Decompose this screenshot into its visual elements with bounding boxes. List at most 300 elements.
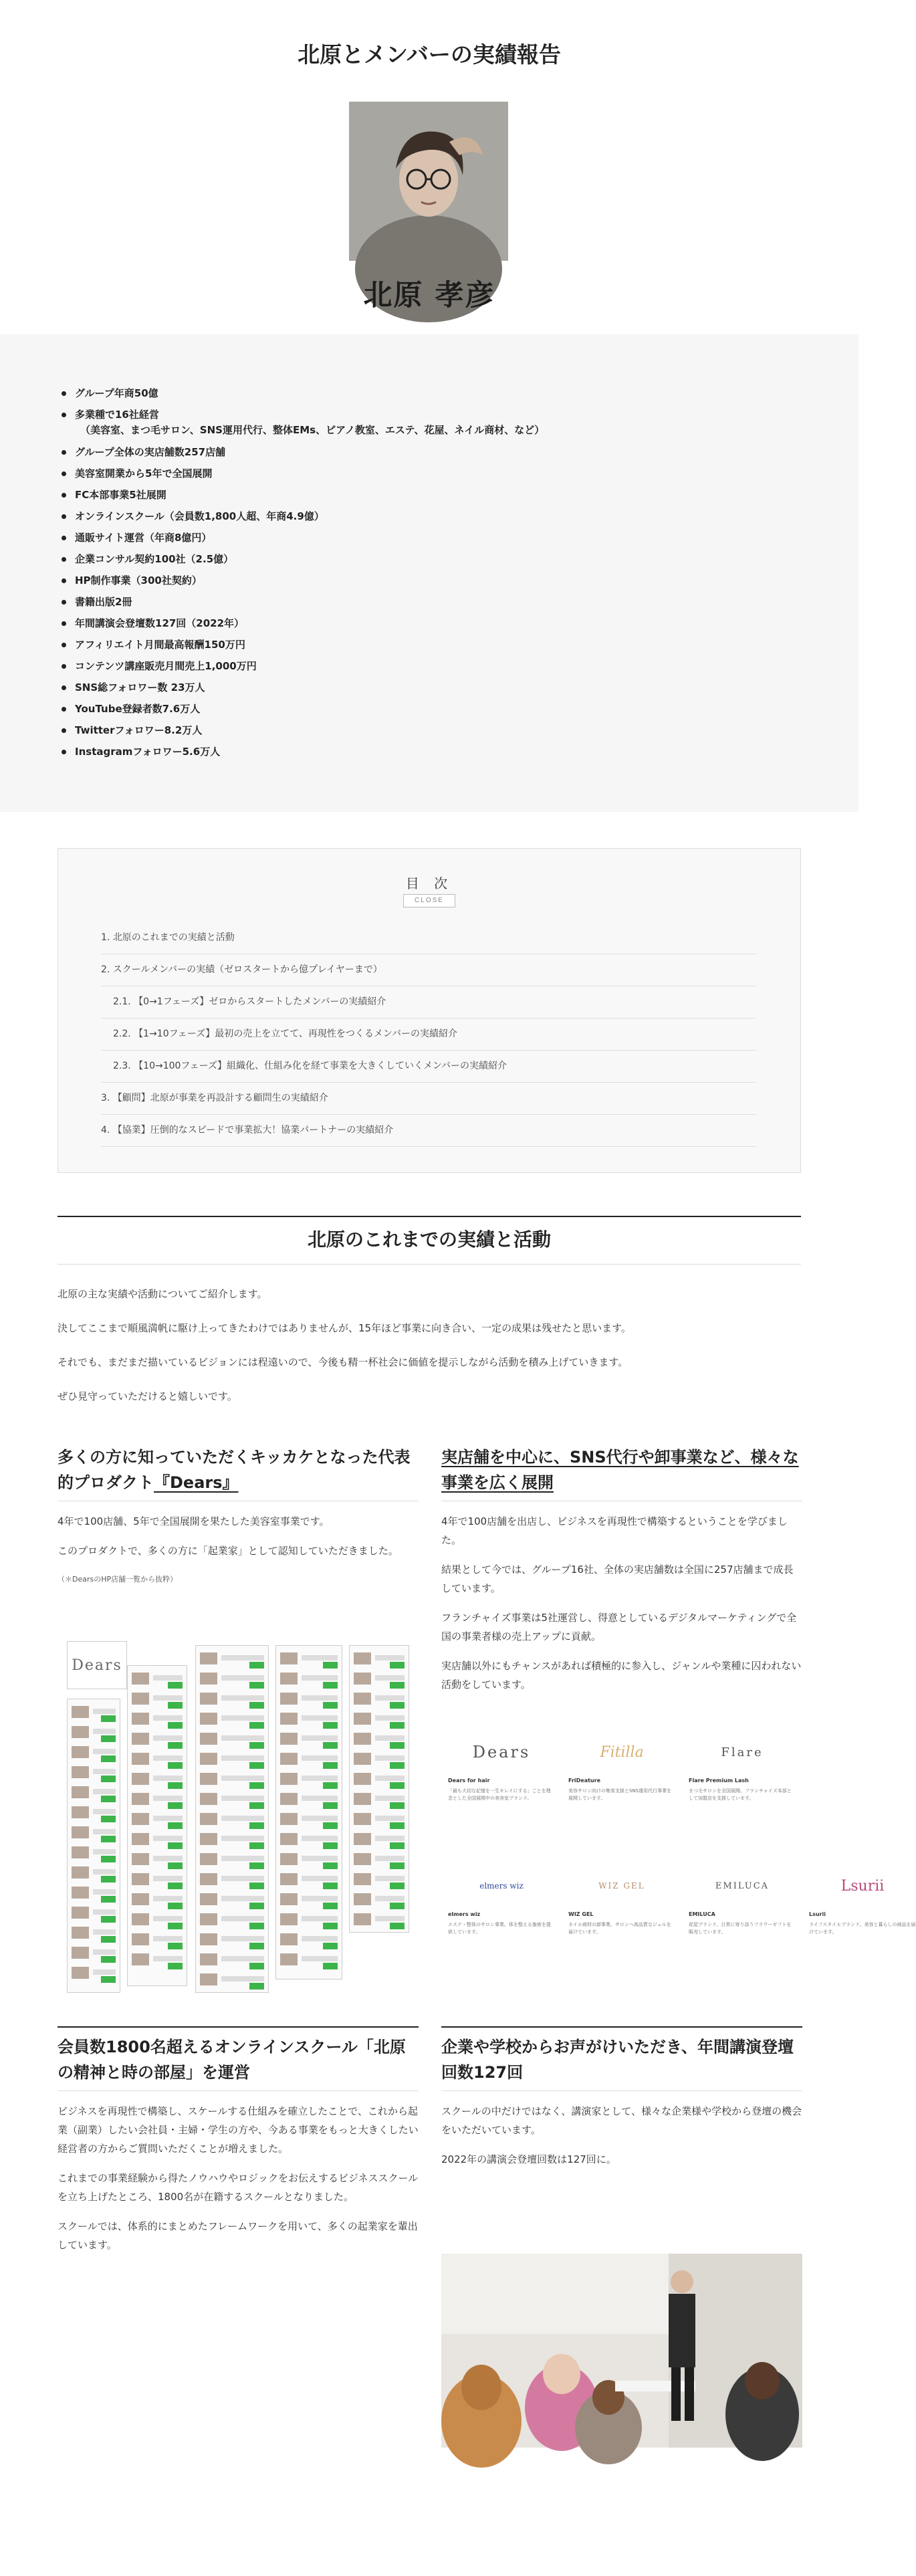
- store-thumbnail: [280, 1853, 298, 1865]
- achievement-item: [60, 527, 544, 548]
- store-thumbnail: [354, 1913, 371, 1925]
- store-button: [323, 1943, 338, 1949]
- store-button: [168, 1862, 183, 1869]
- store-button: [323, 1822, 338, 1829]
- toc-link[interactable]: 1. 北原のこれまでの実績と活動: [101, 922, 756, 954]
- achievement-item: [60, 404, 544, 437]
- brand-grid: [441, 1727, 916, 1994]
- achievement-item: [60, 720, 544, 741]
- brand-card: [568, 1867, 675, 1936]
- store-button: [323, 1883, 338, 1889]
- dears-block: [58, 1444, 419, 1584]
- stores-heading: [441, 1444, 802, 1501]
- brand-card: [689, 1867, 796, 1936]
- intro-paragraph: 北原の主な実績や活動についてご紹介します。: [58, 1288, 267, 1300]
- brand-description: 「最も大切な記憶を一生キレイにする」ことを理念とした全国展開中の美容室ブランド。: [448, 1788, 551, 1801]
- person-name: 北原 孝彦: [363, 279, 495, 312]
- dears-heading-highlight: 『Dears』: [154, 1473, 239, 1492]
- store-button: [249, 1963, 264, 1969]
- brand-name: Flare Premium Lash: [689, 1778, 749, 1784]
- achievement-text: 多業種で16社経営: [75, 409, 159, 421]
- store-thumbnail: [280, 1773, 298, 1785]
- store-row: [302, 1916, 338, 1921]
- store-button: [390, 1682, 405, 1689]
- profile-photo: [349, 102, 508, 261]
- store-button: [323, 1742, 338, 1749]
- dears-logo: Dears: [67, 1641, 127, 1689]
- store-button: [390, 1842, 405, 1849]
- achievement-item: [60, 677, 544, 698]
- store-button: [101, 1936, 116, 1943]
- store-list-screenshot: [275, 1645, 342, 1979]
- store-row: [302, 1836, 338, 1841]
- store-thumbnail: [72, 1967, 89, 1979]
- store-thumbnail: [354, 1652, 371, 1665]
- store-row: [93, 1769, 116, 1774]
- achievement-text: YouTube登録者数7.6万人: [75, 703, 201, 715]
- brand-description: ネイル商材の卸事業。サロンへ高品質なジェルを届けています。: [568, 1922, 671, 1935]
- achievement-item: [60, 441, 544, 463]
- store-button: [101, 1956, 116, 1963]
- store-thumbnail: [280, 1652, 298, 1665]
- toc-heading: 目 次: [405, 875, 453, 891]
- store-thumbnail: [132, 1873, 149, 1885]
- store-thumbnail: [72, 1826, 89, 1838]
- store-button: [249, 1943, 264, 1949]
- store-thumbnail: [132, 1813, 149, 1825]
- store-thumbnail: [200, 1733, 217, 1745]
- store-thumbnail: [280, 1793, 298, 1805]
- store-row: [153, 1896, 183, 1901]
- store-thumbnail: [200, 1773, 217, 1785]
- store-row: [375, 1675, 405, 1681]
- store-thumbnail: [132, 1793, 149, 1805]
- store-thumbnail: [354, 1773, 371, 1785]
- store-thumbnail: [200, 1953, 217, 1965]
- store-thumbnail: [72, 1866, 89, 1879]
- store-thumbnail: [354, 1753, 371, 1765]
- brand-logo: Flare: [721, 1745, 764, 1759]
- achievement-item: [60, 570, 544, 591]
- store-button: [168, 1943, 183, 1949]
- store-thumbnail: [280, 1753, 298, 1765]
- store-button: [390, 1822, 405, 1829]
- store-row: [302, 1936, 338, 1941]
- store-row: [153, 1776, 183, 1781]
- store-row: [302, 1715, 338, 1721]
- store-row: [153, 1916, 183, 1921]
- store-button: [323, 1682, 338, 1689]
- lecture-paragraph: スクールの中だけではなく、講演家として、様々な企業様や学校から登壇の機会をいただいています。: [441, 2105, 802, 2136]
- store-button: [168, 1822, 183, 1829]
- brand-name: Dears for hair: [448, 1778, 490, 1784]
- store-thumbnail: [72, 1766, 89, 1778]
- store-button: [101, 1976, 116, 1983]
- store-thumbnail: [200, 1853, 217, 1865]
- store-button: [249, 1822, 264, 1829]
- store-button: [249, 1923, 264, 1929]
- store-row: [221, 1695, 264, 1701]
- store-button: [249, 1883, 264, 1889]
- store-button: [101, 1856, 116, 1862]
- store-row: [375, 1816, 405, 1821]
- achievement-item: [60, 463, 544, 484]
- brand-name: WIZ GEL: [568, 1911, 594, 1917]
- brand-description: 美容サロン向けの集客支援とSNS運用代行事業を展開しています。: [568, 1788, 672, 1801]
- store-thumbnail: [200, 1833, 217, 1845]
- store-thumbnail: [132, 1693, 149, 1705]
- brand-description: エステ・整体のサロン事業。体を整える施術を提供しています。: [448, 1922, 551, 1935]
- toc-link[interactable]: 2. スクールメンバーの実績（ゼロスタートから億プレイヤーまで）: [101, 954, 756, 986]
- store-button: [390, 1903, 405, 1909]
- achievement-item: [60, 698, 544, 720]
- store-button: [323, 1722, 338, 1729]
- store-thumbnail: [354, 1833, 371, 1845]
- store-thumbnail: [132, 1673, 149, 1685]
- brand-name: Lsurii: [809, 1911, 826, 1917]
- store-thumbnail: [72, 1927, 89, 1939]
- achievement-text: アフィリエイト月間最高報酬150万円: [75, 639, 245, 651]
- store-row: [221, 1976, 264, 1981]
- store-button: [101, 1755, 116, 1762]
- store-row: [93, 1889, 116, 1895]
- store-thumbnail: [354, 1813, 371, 1825]
- store-row: [375, 1755, 405, 1761]
- achievement-item: [60, 613, 544, 634]
- store-button: [390, 1702, 405, 1709]
- store-button: [101, 1776, 116, 1782]
- store-thumbnail: [280, 1893, 298, 1905]
- store-button: [168, 1782, 183, 1789]
- store-row: [221, 1715, 264, 1721]
- store-thumbnail: [280, 1913, 298, 1925]
- store-row: [93, 1789, 116, 1794]
- store-thumbnail: [200, 1873, 217, 1885]
- store-row: [375, 1856, 405, 1861]
- achievement-text: コンテンツ講座販売月間売上1,000万円: [75, 660, 257, 672]
- store-thumbnail: [132, 1953, 149, 1965]
- store-thumbnail: [132, 1913, 149, 1925]
- store-button: [390, 1923, 405, 1929]
- store-button: [323, 1782, 338, 1789]
- store-list-screenshot: [67, 1699, 120, 1993]
- store-button: [168, 1903, 183, 1909]
- achievements-list: [60, 383, 544, 762]
- achievement-text: SNS総フォロワー数 23万人: [75, 681, 205, 693]
- store-button: [101, 1916, 116, 1923]
- store-button: [323, 1662, 338, 1669]
- school-paragraph: ビジネスを再現性で構築し、スケールする仕組みを確立したことで、これから起業（副業）したい会社員・主婦・学生の方や、今ある事業をもっと大きくしたい経営者の方からご質問いただくことが増えました。: [58, 2105, 419, 2155]
- section-underline: [58, 1264, 801, 1265]
- store-button: [168, 1802, 183, 1809]
- store-thumbnail: [280, 1733, 298, 1745]
- store-button: [390, 1883, 405, 1889]
- store-thumbnail: [200, 1793, 217, 1805]
- section-title: 北原のこれまでの実績と活動: [307, 1228, 551, 1251]
- store-row: [153, 1836, 183, 1841]
- store-thumbnail: [280, 1713, 298, 1725]
- store-thumbnail: [132, 1733, 149, 1745]
- achievement-item: [60, 484, 544, 506]
- store-thumbnail: [72, 1806, 89, 1818]
- achievement-item: [60, 591, 544, 613]
- store-button: [101, 1836, 116, 1842]
- store-button: [390, 1742, 405, 1749]
- store-row: [302, 1675, 338, 1681]
- lecture-heading: 企業や学校からお声がけいただき、年間講演登壇回数127回: [441, 2034, 802, 2091]
- store-button: [249, 1662, 264, 1669]
- store-button: [323, 1862, 338, 1869]
- table-of-contents: [58, 848, 801, 1173]
- store-thumbnail: [132, 1893, 149, 1905]
- achievements-section: [0, 334, 858, 812]
- toc-link[interactable]: 2.2. 【1→10フェーズ】最初の売上を立てて、再現性をつくるメンバーの実績紹介: [101, 1018, 756, 1051]
- toc-close-button[interactable]: CLOSE: [403, 894, 455, 907]
- store-row: [375, 1715, 405, 1721]
- store-button: [249, 1802, 264, 1809]
- store-thumbnail: [72, 1846, 89, 1858]
- store-button: [168, 1883, 183, 1889]
- achievement-item: [60, 383, 544, 404]
- dears-paragraph: 4年で100店舗、5年で全国展開を果たした美容室事業です。: [58, 1515, 330, 1527]
- dears-caption: （＊DearsのHP店舗一覧から抜粋）: [58, 1575, 178, 1584]
- achievement-text: 年間講演会登壇数127回（2022年）: [75, 617, 245, 629]
- dears-store-list-screenshots: [64, 1638, 412, 2000]
- store-button: [323, 1762, 338, 1769]
- store-button: [323, 1802, 338, 1809]
- store-row: [375, 1876, 405, 1881]
- brand-name: FriDeature: [568, 1778, 600, 1784]
- store-thumbnail: [200, 1933, 217, 1945]
- store-row: [221, 1755, 264, 1761]
- store-row: [302, 1896, 338, 1901]
- store-thumbnail: [280, 1873, 298, 1885]
- store-row: [302, 1776, 338, 1781]
- store-button: [101, 1735, 116, 1742]
- store-thumbnail: [132, 1853, 149, 1865]
- store-button: [168, 1842, 183, 1849]
- store-button: [249, 1862, 264, 1869]
- store-row: [302, 1816, 338, 1821]
- brand-logo: Dears: [472, 1743, 531, 1761]
- store-row: [302, 1655, 338, 1660]
- store-row: [93, 1849, 116, 1854]
- toc-link[interactable]: 3. 【顧問】北原が事業を再設計する顧問生の実績紹介: [101, 1083, 756, 1115]
- store-row: [153, 1735, 183, 1741]
- store-row: [93, 1829, 116, 1834]
- dears-heading: [58, 1444, 419, 1501]
- store-button: [101, 1876, 116, 1883]
- achievement-text: 企業コンサル契約100社（2.5億）: [75, 553, 234, 565]
- achievement-item: [60, 741, 544, 762]
- store-thumbnail: [200, 1693, 217, 1705]
- store-button: [323, 1963, 338, 1969]
- brand-description: 花屋ブランド。日常に寄り添うフラワーギフトを販売しています。: [689, 1922, 792, 1935]
- store-row: [153, 1856, 183, 1861]
- store-row: [302, 1856, 338, 1861]
- toc-link[interactable]: 4. 【協業】圧倒的なスピードで事業拡大！協業パートナーの実績紹介: [101, 1115, 756, 1147]
- store-button: [390, 1722, 405, 1729]
- store-row: [375, 1655, 405, 1660]
- store-row: [93, 1929, 116, 1935]
- store-button: [249, 1762, 264, 1769]
- school-heading: 会員数1800名超えるオンラインスクール「北原の精神と時の部屋」を運営: [58, 2034, 419, 2091]
- store-row: [221, 1936, 264, 1941]
- store-thumbnail: [72, 1907, 89, 1919]
- store-button: [101, 1816, 116, 1822]
- store-row: [153, 1876, 183, 1881]
- intro-paragraph: それでも、まだまだ描いているビジョンには程遠いので、今後も精一杯社会に価値を提示しながら活動を積み上げていきます。: [58, 1356, 628, 1368]
- brand-description: まつ毛サロンを全国展開。フランチャイズ本部として加盟店を支援しています。: [689, 1788, 792, 1801]
- store-thumbnail: [72, 1746, 89, 1758]
- stores-heading-text: 実店舗を中心に、SNS代行や卸事業など、様々な事業を広く展開: [441, 1448, 799, 1492]
- achievement-subtext: （美容室、まつ毛サロン、SNS運用代行、整体EMs、ピアノ教室、エステ、花屋、ネイル商材、など）: [80, 424, 545, 436]
- store-button: [249, 1983, 264, 1990]
- intro-paragraph: 決してここまで順風満帆に駆け上ってきたわけではありませんが、15年ほど事業に向き合い、一定の成果は残せたと思います。: [58, 1322, 631, 1334]
- brand-description: ライフスタイルブランド。美容と暮らしの商品を届けています。: [809, 1922, 916, 1935]
- store-thumbnail: [72, 1947, 89, 1959]
- stores-block: [441, 1444, 802, 1694]
- store-thumbnail: [72, 1726, 89, 1738]
- brand-logo: Fitilla: [600, 1743, 644, 1761]
- store-row: [93, 1869, 116, 1874]
- store-row: [93, 1749, 116, 1754]
- store-button: [390, 1782, 405, 1789]
- brand-card: [448, 1867, 555, 1936]
- store-row: [221, 1876, 264, 1881]
- store-thumbnail: [132, 1933, 149, 1945]
- brand-card: [809, 1867, 916, 1936]
- store-thumbnail: [200, 1673, 217, 1685]
- store-button: [249, 1682, 264, 1689]
- store-row: [221, 1655, 264, 1660]
- store-row: [302, 1735, 338, 1741]
- store-row: [302, 1876, 338, 1881]
- store-thumbnail: [132, 1713, 149, 1725]
- store-row: [153, 1755, 183, 1761]
- store-row: [93, 1809, 116, 1814]
- stores-paragraph: 4年で100店舗を出店し、ビジネスを再現性で構築するということを学びました。: [441, 1515, 788, 1546]
- store-row: [93, 1729, 116, 1734]
- store-button: [101, 1715, 116, 1722]
- brand-logo: WIZ GEL: [598, 1881, 645, 1891]
- store-button: [168, 1923, 183, 1929]
- store-button: [249, 1702, 264, 1709]
- store-thumbnail: [132, 1753, 149, 1765]
- store-row: [221, 1916, 264, 1921]
- store-thumbnail: [72, 1706, 89, 1718]
- store-thumbnail: [354, 1793, 371, 1805]
- store-button: [249, 1842, 264, 1849]
- store-button: [101, 1896, 116, 1903]
- dears-heading-text: 多くの方に知っていただくキッカケとなった代表的プロダクト: [58, 1448, 411, 1492]
- store-thumbnail: [354, 1893, 371, 1905]
- stores-paragraph: 結果として今では、グループ16社、全体の実店舗数は全国に257店舗まで成長しています。: [441, 1564, 794, 1594]
- store-button: [249, 1782, 264, 1789]
- store-row: [153, 1816, 183, 1821]
- store-button: [168, 1742, 183, 1749]
- store-row: [302, 1755, 338, 1761]
- store-thumbnail: [200, 1973, 217, 1985]
- achievement-text: グループ年商50億: [75, 387, 158, 399]
- store-row: [375, 1776, 405, 1781]
- store-button: [390, 1802, 405, 1809]
- store-list-screenshot: [127, 1665, 187, 1986]
- brand-card: [448, 1733, 555, 1802]
- brand-name: EMILUCA: [689, 1911, 715, 1917]
- store-row: [375, 1836, 405, 1841]
- achievement-text: Instagramフォロワー5.6万人: [75, 746, 221, 758]
- store-button: [249, 1742, 264, 1749]
- store-button: [168, 1963, 183, 1969]
- achievement-text: 通販サイト運営（年商8億円）: [75, 532, 212, 544]
- brand-logo: Lsurii: [840, 1877, 885, 1895]
- store-thumbnail: [280, 1953, 298, 1965]
- achievement-text: オンラインスクール（会員数1,800人超、年商4.9億）: [75, 510, 324, 522]
- store-row: [153, 1695, 183, 1701]
- store-row: [221, 1735, 264, 1741]
- store-row: [221, 1896, 264, 1901]
- brand-card: [689, 1733, 796, 1802]
- store-thumbnail: [72, 1786, 89, 1798]
- store-row: [221, 1776, 264, 1781]
- store-button: [168, 1722, 183, 1729]
- brand-card: [568, 1733, 675, 1802]
- store-thumbnail: [354, 1673, 371, 1685]
- store-row: [93, 1709, 116, 1714]
- lecture-paragraph: 2022年の講演会登壇回数は127回に。: [441, 2153, 616, 2165]
- toc-list: [101, 922, 756, 1147]
- store-row: [375, 1735, 405, 1741]
- store-row: [302, 1695, 338, 1701]
- store-thumbnail: [354, 1853, 371, 1865]
- achievement-text: FC本部事業5社展開: [75, 489, 166, 501]
- school-paragraph: スクールでは、体系的にまとめたフレームワークを用いて、多くの起業家を輩出しています。: [58, 2220, 418, 2251]
- section-divider: [58, 1216, 801, 1217]
- toc-link[interactable]: 2.3. 【10→100フェーズ】組織化、仕組み化を経て事業を大きくしていくメンバーの実績紹介: [101, 1051, 756, 1083]
- store-row: [153, 1956, 183, 1961]
- store-thumbnail: [200, 1753, 217, 1765]
- store-thumbnail: [354, 1713, 371, 1725]
- lecture-block: [441, 2026, 802, 2169]
- school-paragraph: これまでの事業経験から得たノウハウやロジックをお伝えするビジネススクールを立ち上げたところ、1800名が在籍するスクールとなりました。: [58, 2172, 419, 2203]
- store-list-screenshot: [349, 1645, 409, 1933]
- store-button: [168, 1702, 183, 1709]
- achievement-item: [60, 506, 544, 527]
- store-row: [221, 1675, 264, 1681]
- achievement-text: 書籍出版2冊: [75, 596, 132, 608]
- store-button: [323, 1923, 338, 1929]
- store-row: [221, 1816, 264, 1821]
- store-button: [168, 1682, 183, 1689]
- toc-link[interactable]: 2.1. 【0→1フェーズ】ゼロからスタートしたメンバーの実績紹介: [101, 986, 756, 1018]
- achievement-text: グループ全体の実店舗数257店舗: [75, 446, 226, 458]
- store-thumbnail: [200, 1893, 217, 1905]
- store-thumbnail: [200, 1913, 217, 1925]
- store-row: [221, 1856, 264, 1861]
- store-button: [390, 1662, 405, 1669]
- store-row: [153, 1715, 183, 1721]
- brand-name: elmers wiz: [448, 1911, 481, 1917]
- store-row: [375, 1796, 405, 1801]
- achievement-item: [60, 634, 544, 655]
- store-row: [302, 1796, 338, 1801]
- achievement-text: Twitterフォロワー8.2万人: [75, 724, 203, 736]
- section-intro: [58, 1285, 801, 1422]
- achievement-text: HP制作事業（300社契約）: [75, 574, 202, 586]
- page-title: 北原とメンバーの実績報告: [298, 41, 561, 68]
- store-row: [302, 1956, 338, 1961]
